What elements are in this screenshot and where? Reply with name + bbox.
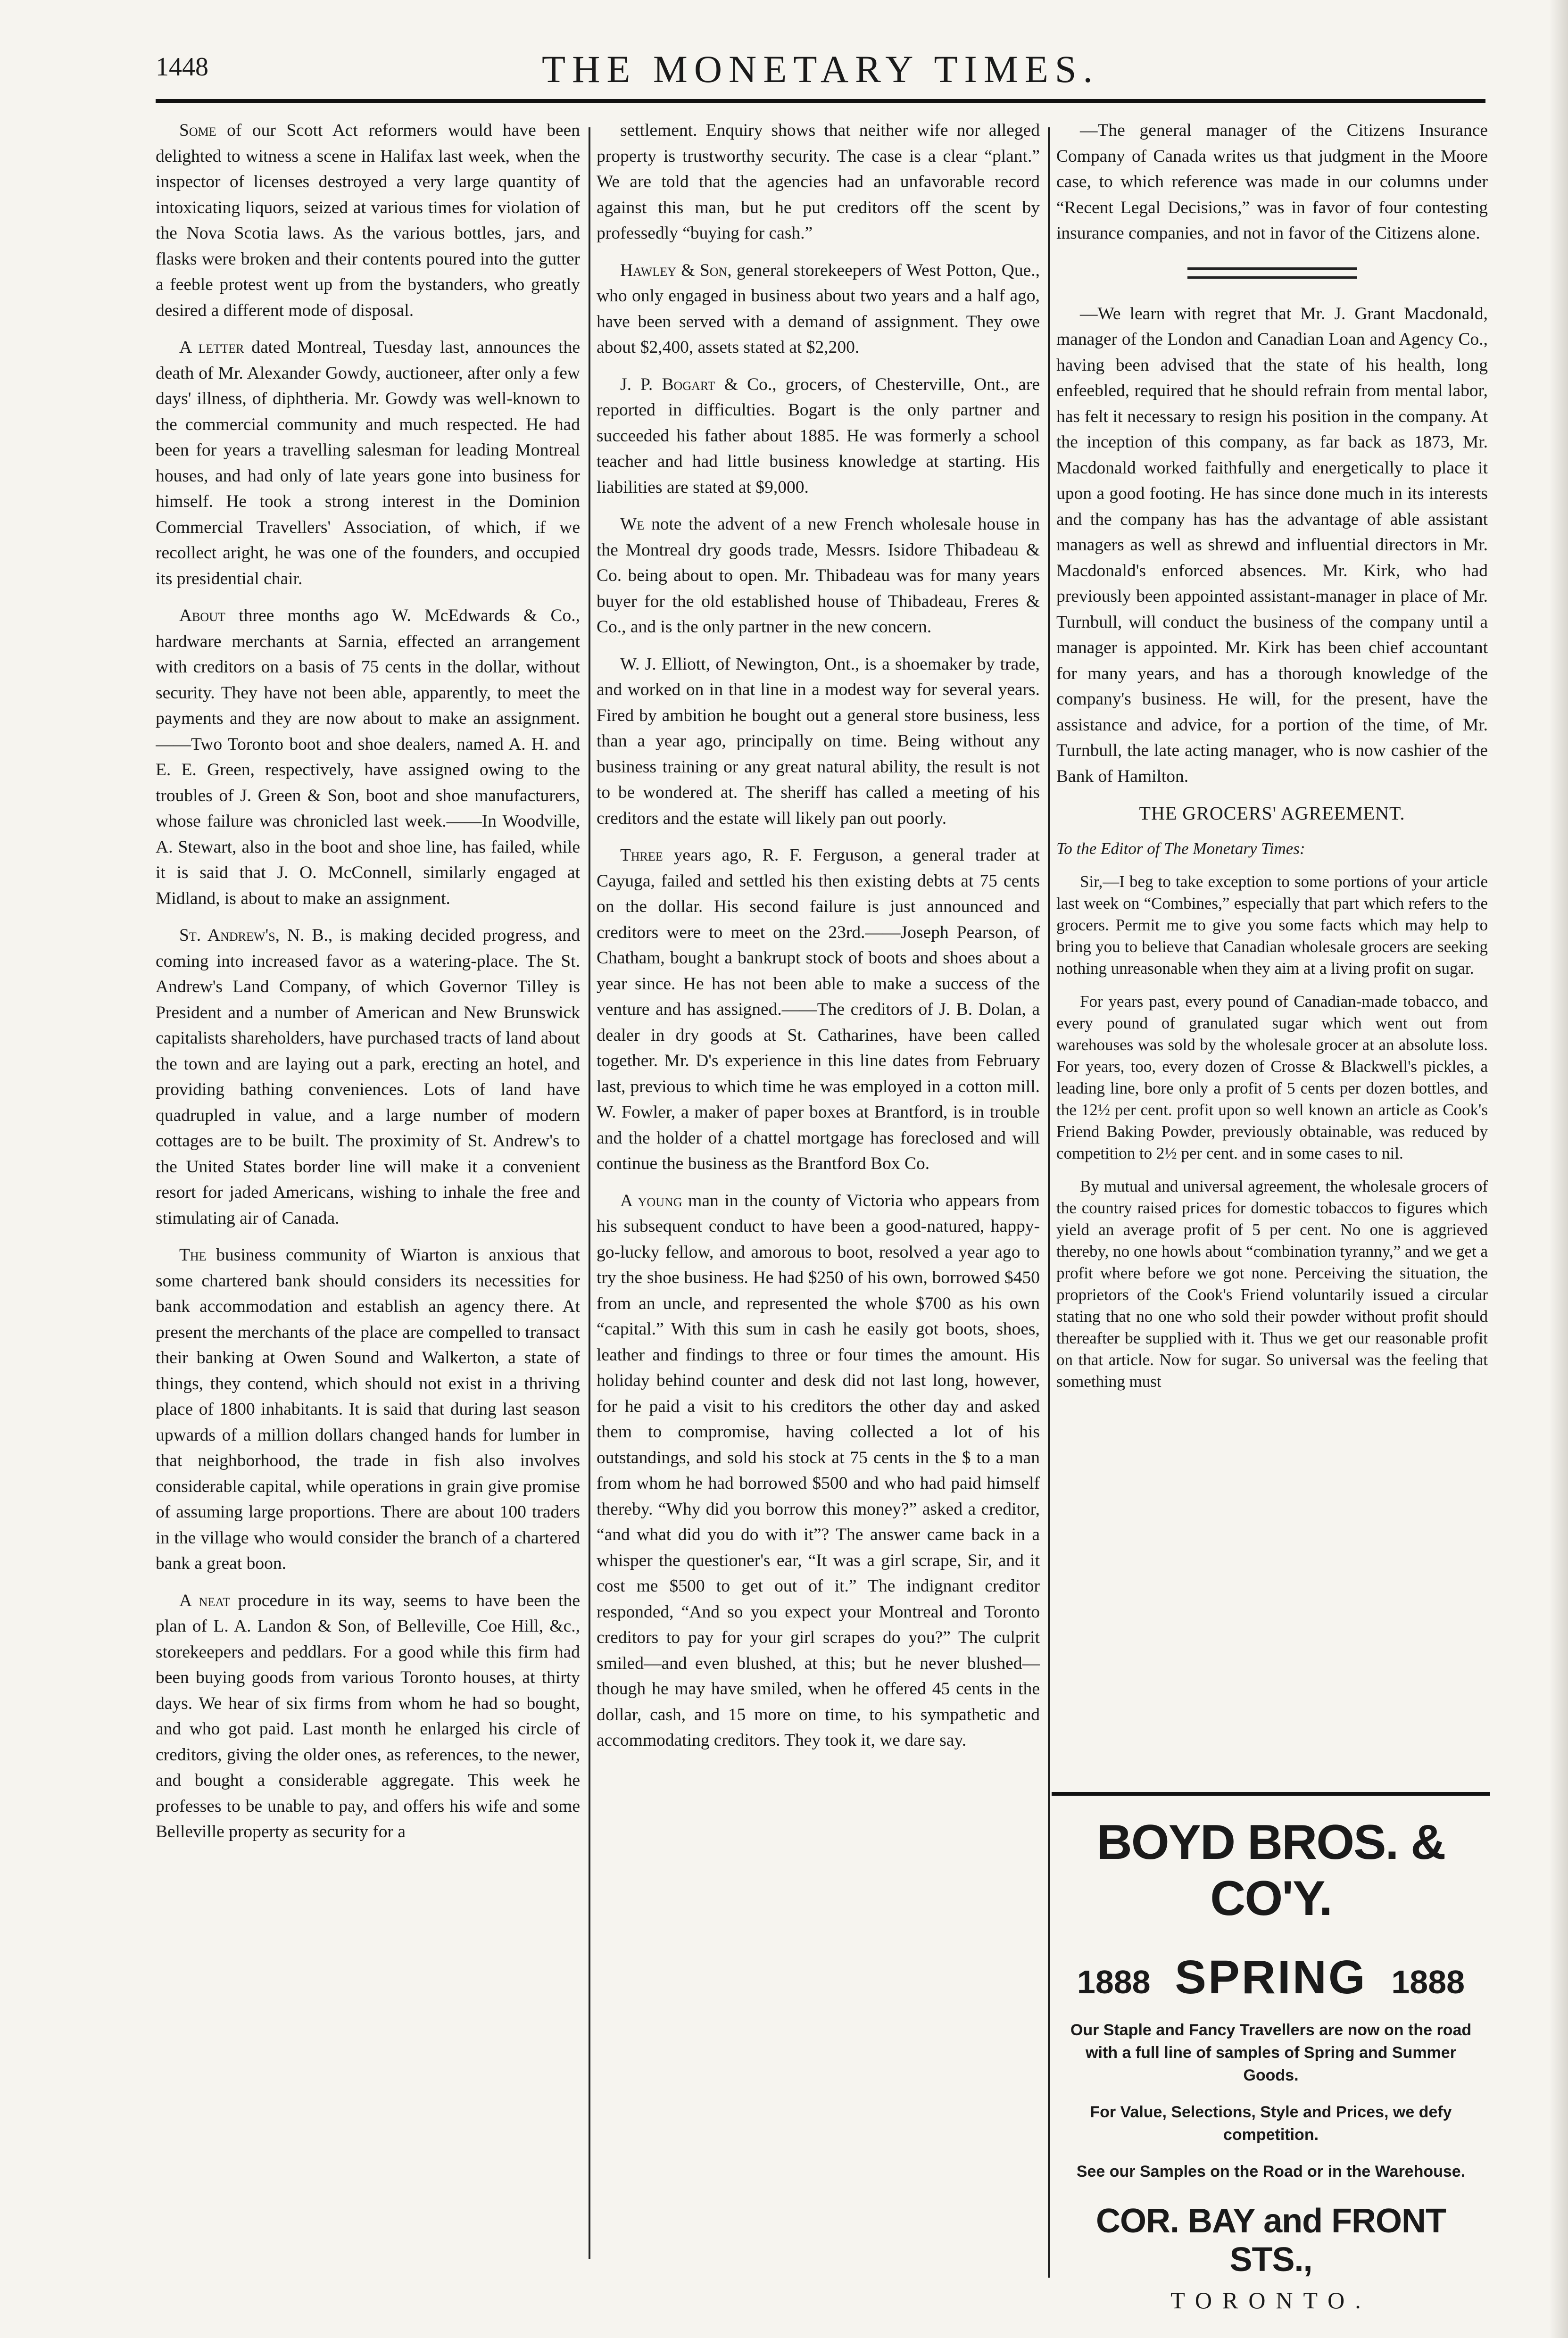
paragraph-text: , N. B., is making decided progress, and coming into increased favor as a watering-place. The St. Andrew's Land Company, of which Governor Tilley is President and a number of American and New Brunswick capitalists shareholders, have purchased tracts of land about the town and are laying out a park, erecting an hotel, and providing bathing conveniences. Lots of land have quadrupled in value, and a large number of modern cottages are to be built. The proximity of St. Andrew's to the United States border line will make it a convenient resort for jaded Americans, wishing to inhale the free and stimulating air of Canada. xyxy=(156,926,580,1228)
ad-text: See our Samples on the Road or in the Warehouse. xyxy=(1076,2163,1466,2180)
paragraph-text: , general storekeepers of West Potton, Que., who only engaged in business about two years and a half ago, have been served with a demand of assignment. They owe about $2,400, assets stated at $2,200. xyxy=(597,260,1040,357)
paragraph-lead: We xyxy=(620,514,645,534)
ad-city: TORONTO. xyxy=(1170,2287,1371,2313)
paragraph-lead: Some xyxy=(179,121,216,140)
paragraph-text: dated Montreal, Tuesday last, announces the death of Mr. Alexander Gowdy, auctioneer, after only a few days' illness, of diphtheria. Mr. Gowdy was well-known to the commercial community and much respected. He had been for years a travelling salesman for leading Montreal houses, and had only of late years gone into business for himself. He took a strong interest in the Dominion Commercial Travellers' Association, of which, if we recollect aright, he was one of the founders, and occupied its presidential chair. xyxy=(156,338,580,589)
paragraph-text: procedure in its way, seems to have been the plan of L. A. Landon & Son, of Belleville, Coe Hill, &c., storekeepers and peddlars. For a good while this firm had been buying goods from various Toronto houses, at thirty days. We hear of six firms from whom he had so bought, and who got paid. Last month he enlarged his circle of creditors, giving the older ones, as references, to the newer, and bought a considerable aggregate. This week he professes to be unable to pay, and offers his wife and some Belleville property as security for a xyxy=(156,1591,580,1841)
article-paragraph xyxy=(597,652,1040,832)
page-number: 1448 xyxy=(156,52,208,82)
column-2 xyxy=(597,118,1040,2263)
paragraph-lead: Three xyxy=(620,846,663,865)
paragraph-lead: J. P. Bogart xyxy=(620,374,715,394)
paragraph-lead: A young xyxy=(620,1191,682,1210)
article-paragraph xyxy=(597,1188,1040,1754)
article-paragraph xyxy=(156,923,580,1231)
letter-paragraph: For years past, every pound of Canadian-made tobacco, and every pound of granulated sugar which went out from warehouses was sold by the wholesale grocer at an absolute loss. For years, too, every dozen of Crosse & Blackwell's pickles, a leading line, bore only a profit of 5 cents per dozen bottles, and the 12½ per cent. profit upon so well known an article as Cook's Friend Baking Powder, previously obtainable, was reduced by competition to 2½ per cent. and in some cases to nil. xyxy=(1056,992,1488,1162)
masthead: THE MONETARY TIMES. xyxy=(542,48,1099,91)
article-paragraph xyxy=(597,512,1040,640)
ad-address: COR. BAY and FRONT STS., xyxy=(1095,2202,1446,2279)
article-paragraph xyxy=(597,118,1040,247)
ad-year: 1888 xyxy=(1077,1964,1151,2000)
paragraph-lead: Hawley & Son xyxy=(620,260,728,280)
letter-salutation: To the Editor of The Monetary Times: xyxy=(1056,839,1305,858)
paragraph-text: of our Scott Act reformers would have been delighted to witness a scene in Halifax last week, when the inspector of licenses destroyed a very large quantity of intoxicating liquors, seized at various times for violation of the Nova Scotia laws. As the various bottles, jars, and flasks were broken and their contents poured into the gutter a feeble protest went up from the bystanders, who greatly desired a different mode of disposal. xyxy=(156,121,580,320)
advertisement-boyd-bros xyxy=(1052,1792,1490,2313)
paragraph-text: business community of Wiarton is anxious that some chartered bank should considers its necessities for bank accommodation and establish an agency there. At present the merchants of the place are compelled to transact their banking at Owen Sound and Walkerton, a state of things, they contend, which should not exist in a thriving place of 1800 inhabitants. It is said that during last season upwards of a million dollars changed hands for lumber in that neighborhood, the trade in fish also involves considerable capital, while operations in grain give promise of assuming large proportions. There are about 100 traders in the village who would consider the branch of a chartered bank a great boon. xyxy=(156,1245,580,1573)
paragraph-lead: A neat xyxy=(179,1591,231,1610)
article-paragraph xyxy=(156,603,580,912)
ad-season: SPRING xyxy=(1175,1951,1367,2004)
paragraph-text: years ago, R. F. Ferguson, a general trader at Cayuga, failed and settled his then existing debts at 75 cents on the dollar. His second failure is just announced and creditors were to meet on the 23rd.——Joseph Pearson, of Chatham, bought a bankrupt stock of boots and shoes about a year since. He has not been able to make a success of the venture and has assigned.——The creditors of J. B. Dolan, a dealer in dry goods at St. Catharines, have been called together. Mr. D's experience in this line dates from February last, previous to which time he was employed in a cotton mill. W. Fowler, a maker of paper boxes at Brantford, is in trouble and the holder of a chattel mortgage has foreclosed and will continue the business as the Brantford Box Co. xyxy=(597,846,1040,1173)
column-divider xyxy=(1048,127,1050,2278)
article-paragraph xyxy=(597,843,1040,1177)
page-header xyxy=(156,47,1485,99)
article-paragraph xyxy=(156,1243,580,1577)
letter-paragraph: By mutual and universal agreement, the wholesale grocers of the country raised prices for domestic tobaccos to figures which yield an average profit of 5 per cent. No one is aggrieved thereby, no one howls about “combination tyranny,” and we get a profit where before we got none. Perceiving the situation, the proprietors of the Cook's Friend voluntarily issued a circular stating that no one who sold their powder without profit should thereafter be supplied with it. Thus we get our reasonable profit on that article. Now for sugar. So universal was the feeling that something must xyxy=(1056,1177,1488,1391)
letter-heading: THE GROCERS' AGREEMENT. xyxy=(1139,803,1405,824)
paragraph-lead: St. Andrew's xyxy=(179,926,275,945)
ad-text: For Value, Selections, Style and Prices, we defy competition. xyxy=(1090,2103,1452,2144)
paragraph-lead: The xyxy=(179,1245,207,1265)
article-paragraph xyxy=(156,118,580,323)
citizens-insurance-paragraph: —The general manager of the Citizens Insurance Company of Canada writes us that judgment in the Moore case, to which reference was made in our columns under “Recent Legal Decisions,” was in favor of four contesting insurance companies, and not in favor of the Citizens alone. xyxy=(1056,121,1488,243)
article-paragraph xyxy=(156,335,580,592)
letter-paragraph: Sir,—I beg to take exception to some portions of your article last week on “Combines,” especially that part which refers to the grocers. Permit me to give you some facts which may help to bring you to believe that Canadian wholesale grocers are seeking nothing unreasonable when they aim at a living profit on sugar. xyxy=(1056,872,1488,978)
article-paragraph xyxy=(597,258,1040,361)
ad-season-line xyxy=(1052,1950,1490,2005)
paragraph-text: man in the county of Victoria who appears from his subsequent conduct to have been a good-natured, happy-go-lucky fellow, and amorous to boot, resolved a year ago to try the shoe business. He had $250 of his own, borrowed $450 from an uncle, and represented the whole $700 as his own “capital.” With this sum in cash he easily got boots, shoes, leather and findings to three or four times the amount. His holiday behind counter and desk did not last long, however, for he paid a visit to his creditors the other day and asked them to compromise, having collected a lot of his outstandings, and sold his stock at 75 cents in the $ to a man from whom he had borrowed $500 and who had paid himself thereby. “Why did you borrow this money?” asked a creditor, “and what did you do with it”? The answer came back in a whisper the questioner's ear, “It was a girl scrape, Sir, and it cost me $500 to get out of it.” The indignant creditor responded, “And so you expect your Montreal and Toronto creditors to pay for your girl scrapes do you?” The culprit smiled—and even blushed, at this; but he never blushed—though he may have smiled, when he offered 45 cents in the dollar, cash, and 15 more on time, to his sympathetic and accommodating creditors. They took it, we dare say. xyxy=(597,1191,1040,1750)
paragraph-lead: About xyxy=(179,606,225,625)
page-binding-edge xyxy=(1549,0,1568,2338)
article-paragraph xyxy=(597,372,1040,501)
paragraph-text: W. J. Elliott, of Newington, Ont., is a shoemaker by trade, and worked on in that line in a modest way for several years. Fired by ambition he bought out a general store business, less than a year ago, principally on time. Being without any business training or any great natural ability, the result is not to be wondered at. The sheriff has called a meeting of his creditors and the estate will likely pan out poorly. xyxy=(597,654,1040,828)
paragraph-text: three months ago W. McEdwards & Co., hardware merchants at Sarnia, effected an arrangement with creditors on a basis of 75 cents in the dollar, without security. They have not been able, apparently, to meet the payments and they are now about to make an assignment.——Two Toronto boot and shoe dealers, named A. H. and E. E. Green, respectively, have assigned owing to the troubles of J. Green & Son, boot and shoe manufacturers, whose failure was chronicled last week.——In Woodville, A. Stewart, also in the boot and shoe line, has failed, while it is said that J. O. McConnell, similarly engaged at Midland, is about to make an assignment. xyxy=(156,606,580,908)
macdonald-paragraph: —We learn with regret that Mr. J. Grant Macdonald, manager of the London and Canadian Loan and Agency Co., having been advised that the state of his health, long enfeebled, required that he should refrain from mental labor, has felt it necessary to resign his position in the company. At the inception of this company, as far back as 1873, Mr. Macdonald worked faithfully and energetically to place it upon a good footing. He has since done much in its interests and the company has has the advantage of able assistant managers as well as shrewd and influential directors in Mr. Macdonald's enforced absences. Mr. Kirk, who had previously been appointed assistant-manager in place of Mr. Turnbull, will conduct the business of the company until a manager is appointed. Mr. Kirk has been chief accountant for many years, and has a thorough knowledge of the company's business. He will, for the present, have the assistance and advice, for a portion of the time, of Mr. Turnbull, the late acting manager, who is now cashier of the Bank of Hamilton. xyxy=(1056,304,1488,786)
paragraph-text: settlement. Enquiry shows that neither wife nor alleged property is trustworthy security. The case is a clear “plant.” We are told that the agencies had an unfavorable record against this man, but he put creditors off the scent by professedly “buying for cash.” xyxy=(597,121,1040,243)
header-rule xyxy=(156,99,1485,103)
section-rule xyxy=(1187,267,1357,279)
paragraph-text: & Co., grocers, of Chesterville, Ont., are reported in difficulties. Bogart is the only partner and succeeded his father about 1885. He was formerly a school teacher and had little business knowledge at starting. His liabilities are stated at $9,000. xyxy=(597,374,1040,497)
ad-firm-name: BOYD BROS. & CO'Y. xyxy=(1096,1815,1445,1926)
column-1 xyxy=(156,118,580,2263)
paragraph-lead: A letter xyxy=(179,338,244,357)
article-paragraph xyxy=(156,1588,580,1845)
ad-text: Our Staple and Fancy Travellers are now on the road with a full line of samples of Spring and Summer Goods. xyxy=(1070,2021,1472,2084)
paragraph-text: note the advent of a new French wholesale house in the Montreal dry goods trade, Messrs. Isidore Thibadeau & Co. being about to open. Mr. Thibadeau was for many years buyer for the old established house of Thibadeau, Freres & Co., and is the only partner in the new concern. xyxy=(597,514,1040,637)
column-divider xyxy=(589,127,590,2259)
ad-year: 1888 xyxy=(1391,1964,1465,2000)
